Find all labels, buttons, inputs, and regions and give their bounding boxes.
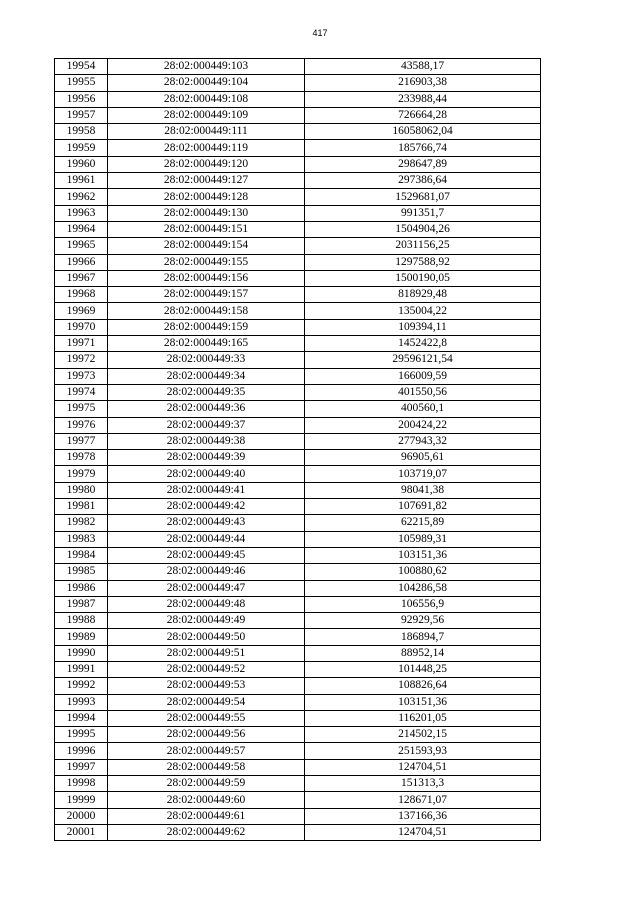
table-row — [55, 384, 541, 400]
row-number-cell: 19993 — [55, 694, 108, 710]
row-number-cell: 19980 — [55, 482, 108, 498]
cadastral-number-cell: 28:02:000449:41 — [108, 482, 305, 498]
cadastral-number-cell: 28:02:000449:156 — [108, 270, 305, 286]
cadastral-number-cell: 28:02:000449:47 — [108, 580, 305, 596]
table-row — [55, 303, 541, 319]
cadastral-number-cell: 28:02:000449:165 — [108, 336, 305, 352]
value-cell: 105989,31 — [305, 531, 541, 547]
row-number-cell: 19983 — [55, 531, 108, 547]
cadastral-number-cell: 28:02:000449:52 — [108, 661, 305, 677]
table-row — [55, 824, 541, 840]
cadastral-number-cell: 28:02:000449:46 — [108, 564, 305, 580]
row-number-cell: 19981 — [55, 499, 108, 515]
table-row — [55, 792, 541, 808]
cadastral-number-cell: 28:02:000449:34 — [108, 368, 305, 384]
table-row — [55, 482, 541, 498]
row-number-cell: 19976 — [55, 417, 108, 433]
table-row — [55, 238, 541, 254]
table-row — [55, 694, 541, 710]
cadastral-number-cell: 28:02:000449:127 — [108, 173, 305, 189]
value-cell: 103151,36 — [305, 547, 541, 563]
table-row — [55, 156, 541, 172]
cadastral-number-cell: 28:02:000449:43 — [108, 515, 305, 531]
cadastral-number-cell: 28:02:000449:44 — [108, 531, 305, 547]
cadastral-number-cell: 28:02:000449:62 — [108, 824, 305, 840]
value-cell: 166009,59 — [305, 368, 541, 384]
value-cell: 401550,56 — [305, 384, 541, 400]
value-cell: 96905,61 — [305, 450, 541, 466]
cadastral-number-cell: 28:02:000449:159 — [108, 319, 305, 335]
cadastral-number-cell: 28:02:000449:42 — [108, 499, 305, 515]
row-number-cell: 19989 — [55, 629, 108, 645]
table-row — [55, 140, 541, 156]
row-number-cell: 19982 — [55, 515, 108, 531]
table-row — [55, 401, 541, 417]
row-number-cell: 19963 — [55, 205, 108, 221]
cadastral-number-cell: 28:02:000449:109 — [108, 107, 305, 123]
row-number-cell: 19990 — [55, 645, 108, 661]
value-cell: 62215,89 — [305, 515, 541, 531]
value-cell: 1529681,07 — [305, 189, 541, 205]
cadastral-number-cell: 28:02:000449:130 — [108, 205, 305, 221]
row-number-cell: 19992 — [55, 678, 108, 694]
table-row — [55, 189, 541, 205]
value-cell: 251593,93 — [305, 743, 541, 759]
cadastral-number-cell: 28:02:000449:158 — [108, 303, 305, 319]
value-cell: 818929,48 — [305, 287, 541, 303]
row-number-cell: 19961 — [55, 173, 108, 189]
cadastral-number-cell: 28:02:000449:60 — [108, 792, 305, 808]
value-cell: 103719,07 — [305, 466, 541, 482]
cadastral-number-cell: 28:02:000449:51 — [108, 645, 305, 661]
table-row — [55, 254, 541, 270]
row-number-cell: 19978 — [55, 450, 108, 466]
table-row — [55, 91, 541, 107]
value-cell: 107691,82 — [305, 499, 541, 515]
table-row — [55, 547, 541, 563]
value-cell: 991351,7 — [305, 205, 541, 221]
row-number-cell: 19973 — [55, 368, 108, 384]
row-number-cell: 19959 — [55, 140, 108, 156]
table-row — [55, 531, 541, 547]
table-row — [55, 776, 541, 792]
cadastral-number-cell: 28:02:000449:49 — [108, 613, 305, 629]
table-row — [55, 221, 541, 237]
value-cell: 186894,7 — [305, 629, 541, 645]
cadastral-number-cell: 28:02:000449:35 — [108, 384, 305, 400]
value-cell: 103151,36 — [305, 694, 541, 710]
value-cell: 135004,22 — [305, 303, 541, 319]
row-number-cell: 19998 — [55, 776, 108, 792]
table-row — [55, 173, 541, 189]
value-cell: 92929,56 — [305, 613, 541, 629]
table-row — [55, 319, 541, 335]
row-number-cell: 19969 — [55, 303, 108, 319]
page-number: 417 — [312, 28, 328, 38]
table-row — [55, 727, 541, 743]
value-cell: 233988,44 — [305, 91, 541, 107]
value-cell: 400560,1 — [305, 401, 541, 417]
row-number-cell: 19970 — [55, 319, 108, 335]
cadastral-number-cell: 28:02:000449:38 — [108, 433, 305, 449]
cadastral-number-cell: 28:02:000449:108 — [108, 91, 305, 107]
data-table — [54, 58, 541, 841]
row-number-cell: 19986 — [55, 580, 108, 596]
table-row — [55, 710, 541, 726]
table-row — [55, 629, 541, 645]
value-cell: 2031156,25 — [305, 238, 541, 254]
value-cell: 109394,11 — [305, 319, 541, 335]
table-row — [55, 417, 541, 433]
value-cell: 106556,9 — [305, 596, 541, 612]
value-cell: 297386,64 — [305, 173, 541, 189]
cadastral-number-cell: 28:02:000449:155 — [108, 254, 305, 270]
row-number-cell: 19991 — [55, 661, 108, 677]
table-row — [55, 352, 541, 368]
row-number-cell: 19985 — [55, 564, 108, 580]
row-number-cell: 19957 — [55, 107, 108, 123]
value-cell: 29596121,54 — [305, 352, 541, 368]
cadastral-number-cell: 28:02:000449:128 — [108, 189, 305, 205]
table-row — [55, 450, 541, 466]
table-row — [55, 515, 541, 531]
cadastral-number-cell: 28:02:000449:120 — [108, 156, 305, 172]
table-row — [55, 596, 541, 612]
table-row — [55, 808, 541, 824]
row-number-cell: 19966 — [55, 254, 108, 270]
table-row — [55, 645, 541, 661]
row-number-cell: 19965 — [55, 238, 108, 254]
row-number-cell: 19955 — [55, 75, 108, 91]
cadastral-number-cell: 28:02:000449:103 — [108, 59, 305, 75]
cadastral-number-cell: 28:02:000449:57 — [108, 743, 305, 759]
cadastral-number-cell: 28:02:000449:151 — [108, 221, 305, 237]
row-number-cell: 20001 — [55, 824, 108, 840]
table-row — [55, 564, 541, 580]
value-cell: 200424,22 — [305, 417, 541, 433]
cadastral-number-cell: 28:02:000449:55 — [108, 710, 305, 726]
cadastral-number-cell: 28:02:000449:48 — [108, 596, 305, 612]
value-cell: 185766,74 — [305, 140, 541, 156]
row-number-cell: 19996 — [55, 743, 108, 759]
table-row — [55, 759, 541, 775]
value-cell: 88952,14 — [305, 645, 541, 661]
cadastral-number-cell: 28:02:000449:45 — [108, 547, 305, 563]
value-cell: 100880,62 — [305, 564, 541, 580]
cadastral-number-cell: 28:02:000449:61 — [108, 808, 305, 824]
row-number-cell: 19987 — [55, 596, 108, 612]
row-number-cell: 19975 — [55, 401, 108, 417]
row-number-cell: 19958 — [55, 124, 108, 140]
row-number-cell: 19988 — [55, 613, 108, 629]
row-number-cell: 19956 — [55, 91, 108, 107]
value-cell: 128671,07 — [305, 792, 541, 808]
cadastral-number-cell: 28:02:000449:36 — [108, 401, 305, 417]
value-cell: 137166,36 — [305, 808, 541, 824]
value-cell: 214502,15 — [305, 727, 541, 743]
table-row — [55, 287, 541, 303]
table-row — [55, 59, 541, 75]
cadastral-number-cell: 28:02:000449:58 — [108, 759, 305, 775]
cadastral-number-cell: 28:02:000449:104 — [108, 75, 305, 91]
cadastral-number-cell: 28:02:000449:157 — [108, 287, 305, 303]
value-cell: 1452422,8 — [305, 336, 541, 352]
row-number-cell: 20000 — [55, 808, 108, 824]
value-cell: 216903,38 — [305, 75, 541, 91]
value-cell: 124704,51 — [305, 759, 541, 775]
cadastral-number-cell: 28:02:000449:50 — [108, 629, 305, 645]
value-cell: 277943,32 — [305, 433, 541, 449]
value-cell: 124704,51 — [305, 824, 541, 840]
row-number-cell: 19995 — [55, 727, 108, 743]
row-number-cell: 19954 — [55, 59, 108, 75]
table-row — [55, 205, 541, 221]
row-number-cell: 19960 — [55, 156, 108, 172]
value-cell: 104286,58 — [305, 580, 541, 596]
row-number-cell: 19994 — [55, 710, 108, 726]
row-number-cell: 19974 — [55, 384, 108, 400]
row-number-cell: 19972 — [55, 352, 108, 368]
cadastral-number-cell: 28:02:000449:54 — [108, 694, 305, 710]
row-number-cell: 19964 — [55, 221, 108, 237]
table-row — [55, 433, 541, 449]
table-row — [55, 368, 541, 384]
value-cell: 108826,64 — [305, 678, 541, 694]
cadastral-number-cell: 28:02:000449:33 — [108, 352, 305, 368]
value-cell: 1500190,05 — [305, 270, 541, 286]
cadastral-number-cell: 28:02:000449:39 — [108, 450, 305, 466]
cadastral-number-cell: 28:02:000449:119 — [108, 140, 305, 156]
table-row — [55, 107, 541, 123]
table-row — [55, 743, 541, 759]
table-row — [55, 678, 541, 694]
cadastral-number-cell: 28:02:000449:40 — [108, 466, 305, 482]
value-cell: 116201,05 — [305, 710, 541, 726]
cadastral-number-cell: 28:02:000449:56 — [108, 727, 305, 743]
table-row — [55, 270, 541, 286]
row-number-cell: 19977 — [55, 433, 108, 449]
row-number-cell: 19967 — [55, 270, 108, 286]
row-number-cell: 19979 — [55, 466, 108, 482]
cadastral-number-cell: 28:02:000449:59 — [108, 776, 305, 792]
value-cell: 1504904,26 — [305, 221, 541, 237]
table-row — [55, 124, 541, 140]
row-number-cell: 19999 — [55, 792, 108, 808]
table-row — [55, 75, 541, 91]
value-cell: 16058062,04 — [305, 124, 541, 140]
value-cell: 98041,38 — [305, 482, 541, 498]
cadastral-number-cell: 28:02:000449:37 — [108, 417, 305, 433]
cadastral-number-cell: 28:02:000449:111 — [108, 124, 305, 140]
cadastral-number-cell: 28:02:000449:154 — [108, 238, 305, 254]
row-number-cell: 19984 — [55, 547, 108, 563]
value-cell: 101448,25 — [305, 661, 541, 677]
value-cell: 151313,3 — [305, 776, 541, 792]
value-cell: 1297588,92 — [305, 254, 541, 270]
row-number-cell: 19968 — [55, 287, 108, 303]
table-row — [55, 466, 541, 482]
row-number-cell: 19997 — [55, 759, 108, 775]
cadastral-number-cell: 28:02:000449:53 — [108, 678, 305, 694]
table-row — [55, 661, 541, 677]
table-row — [55, 613, 541, 629]
value-cell: 298647,89 — [305, 156, 541, 172]
value-cell: 726664,28 — [305, 107, 541, 123]
value-cell: 43588,17 — [305, 59, 541, 75]
table-body — [55, 59, 541, 841]
row-number-cell: 19962 — [55, 189, 108, 205]
table-row — [55, 336, 541, 352]
table-row — [55, 580, 541, 596]
table-row — [55, 499, 541, 515]
row-number-cell: 19971 — [55, 336, 108, 352]
